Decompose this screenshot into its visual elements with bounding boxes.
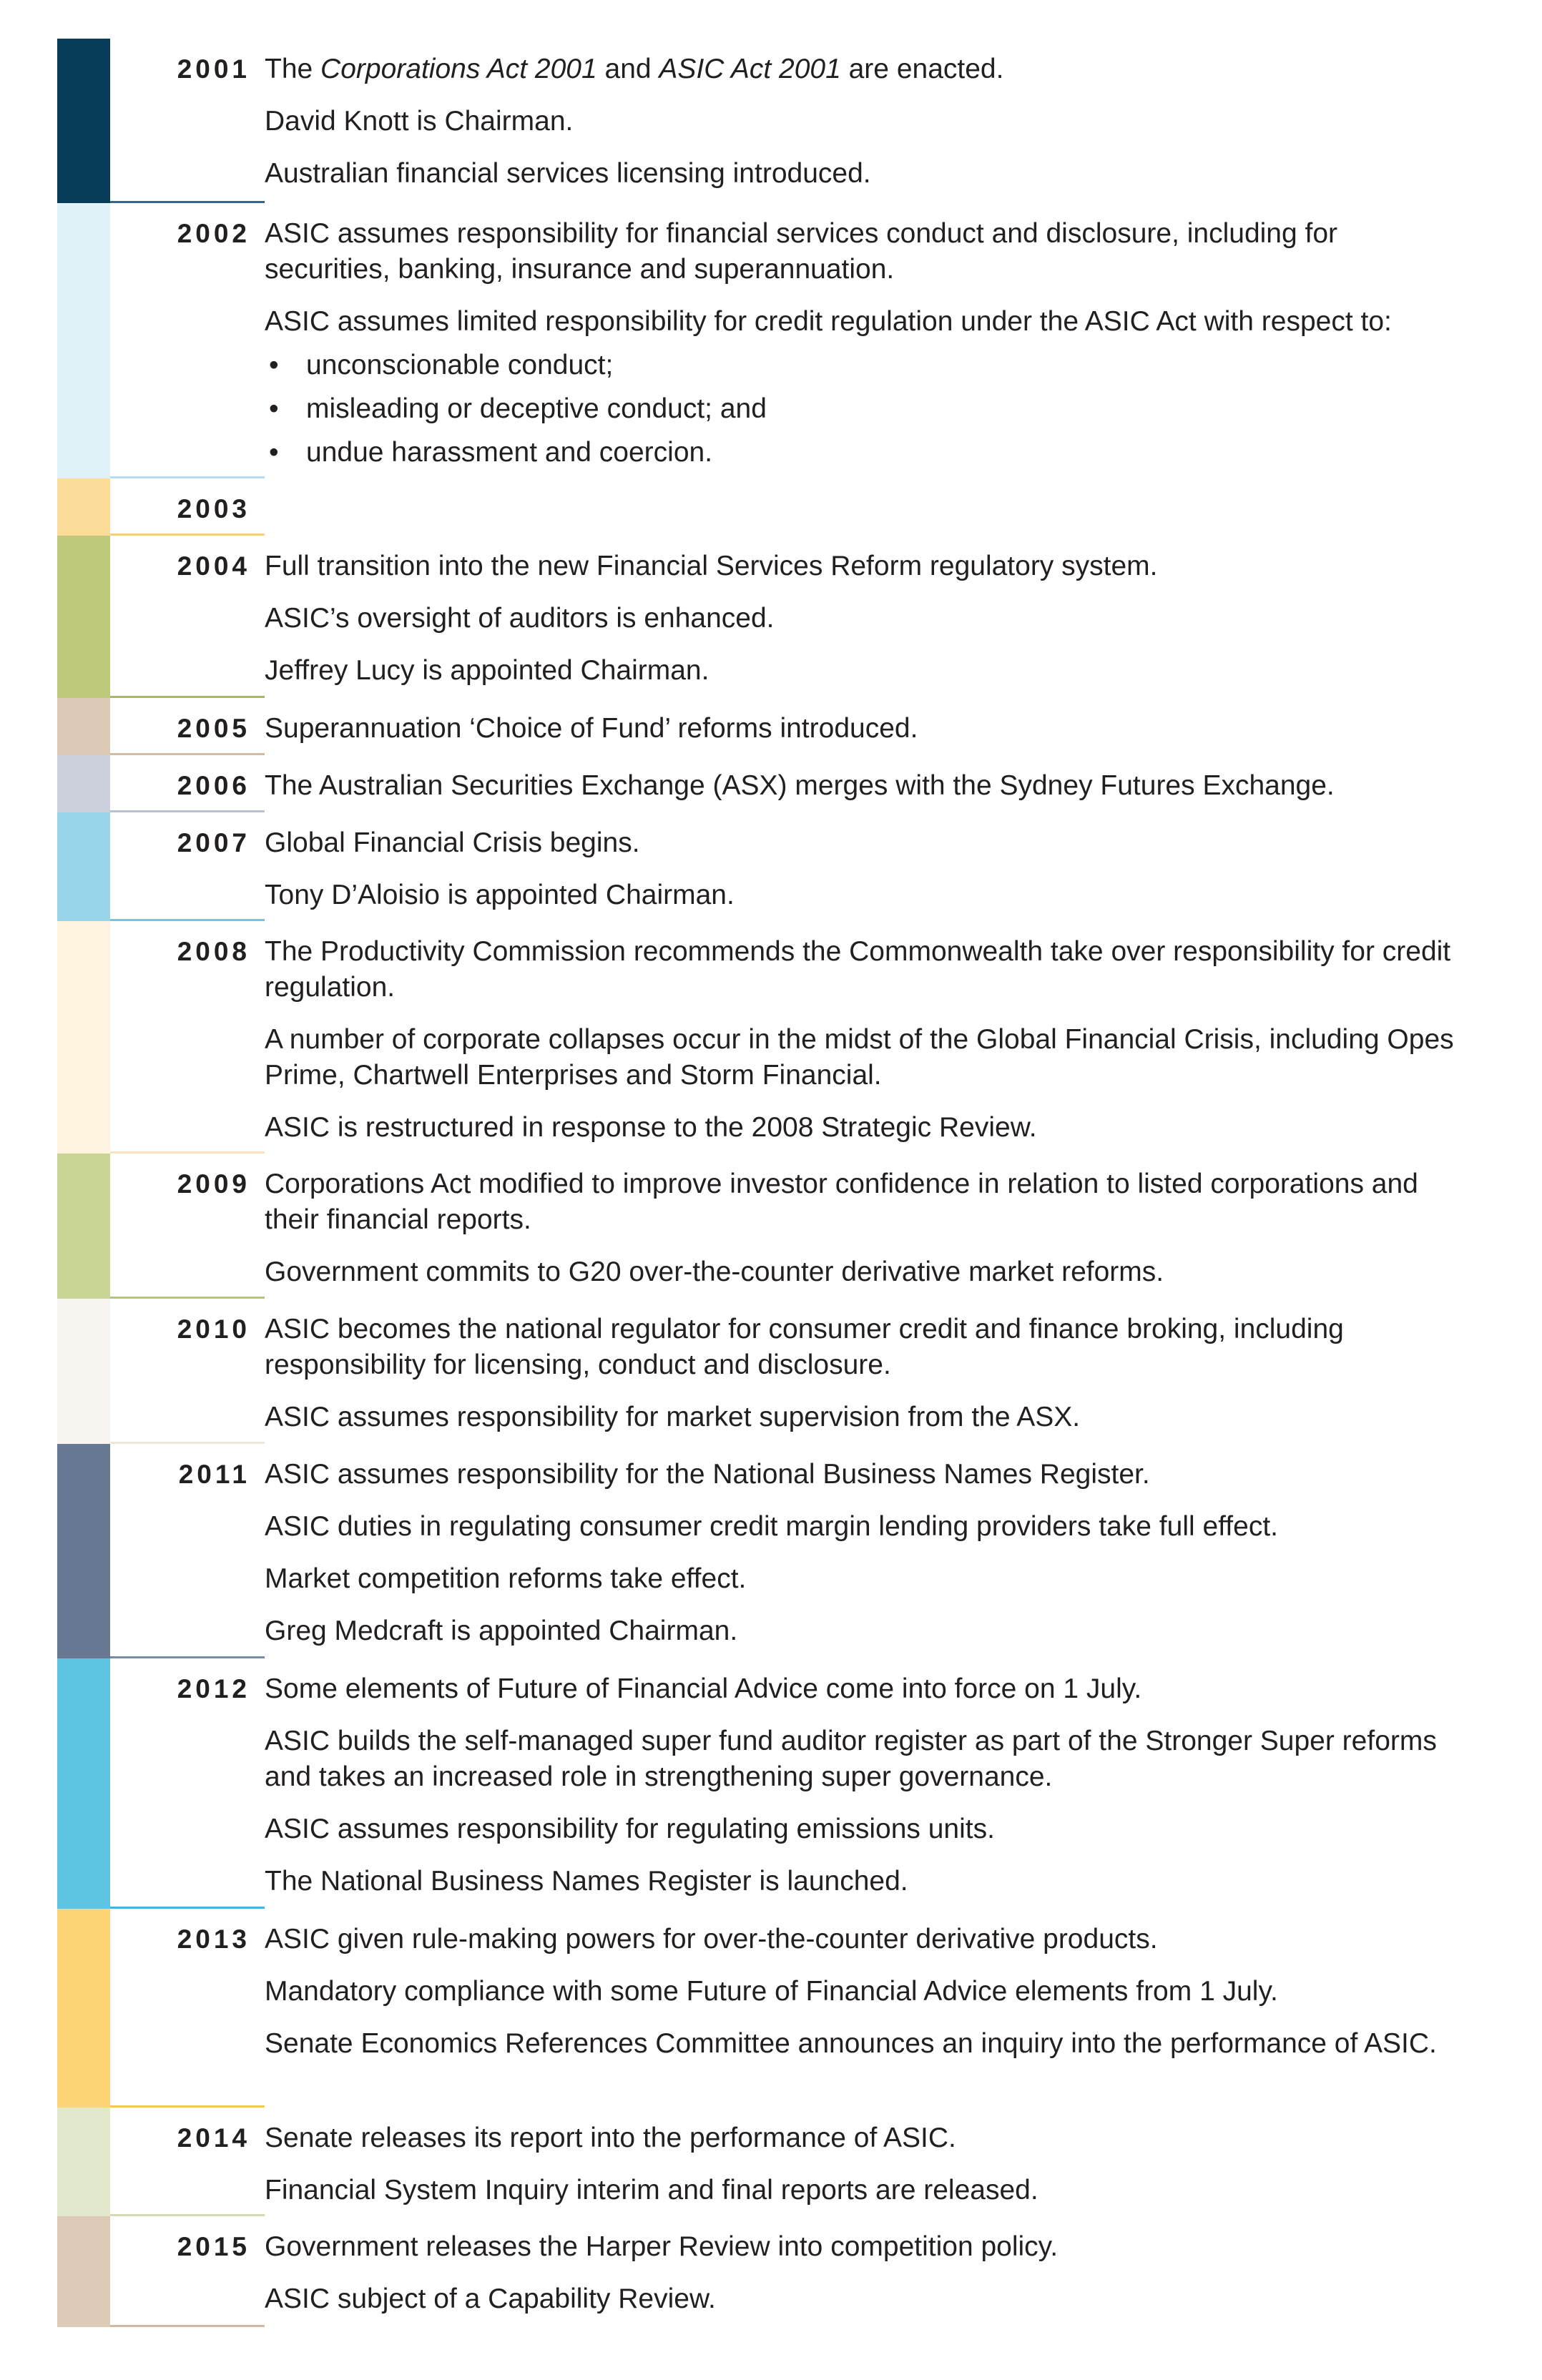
- year-label: 2014: [177, 2123, 250, 2153]
- year-cell: [110, 39, 265, 203]
- event-text: The National Business Names Register is launched.: [265, 1866, 908, 1897]
- event-text: ASIC builds the self-managed super fund auditor register as part of the Stronger Super reforms and takes an increased role in strengthening super governance.: [265, 1726, 1437, 1792]
- year-label: 2002: [177, 219, 250, 248]
- event-text: ASIC subject of a Capability Review.: [265, 2283, 716, 2314]
- event-list: [265, 1658, 1459, 1909]
- event-text: ASIC assumes responsibility for the National Business Names Register.: [265, 1459, 1150, 1490]
- year-cell: [110, 921, 265, 1154]
- act-title: Corporations Act 2001: [320, 54, 597, 84]
- year-label: 2005: [177, 714, 250, 743]
- event-text: Market competition reforms take effect.: [265, 1563, 747, 1594]
- event-text: Government commits to G20 over-the-counter derivative market reforms.: [265, 1257, 1164, 1287]
- year-cell: [110, 698, 265, 755]
- year-cell: [110, 2108, 265, 2216]
- event-text: A number of corporate collapses occur in the midst of the Global Financial Crisis, including Opes Prime, Chartwell Enterprises and Storm Financial.: [265, 1024, 1454, 1091]
- timeline-row-2006: [57, 755, 1459, 812]
- event-text: Global Financial Crisis begins.: [265, 827, 640, 858]
- event-list: [265, 698, 1459, 755]
- event-list: [265, 536, 1459, 698]
- bullet-list: [265, 348, 1459, 471]
- year-color-bar: [57, 1299, 110, 1444]
- event-text: Greg Medcraft is appointed Chairman.: [265, 1616, 738, 1646]
- year-color-bar: [57, 921, 110, 1154]
- timeline-row-2009: [57, 1154, 1459, 1299]
- event-text: Government releases the Harper Review into competition policy.: [265, 2231, 1059, 2262]
- year-cell: [110, 812, 265, 921]
- year-label: 2011: [178, 1460, 250, 1489]
- event-list: [265, 921, 1459, 1154]
- timeline: [57, 39, 1459, 2327]
- year-label: 2007: [177, 828, 250, 857]
- timeline-row-2004: [57, 536, 1459, 698]
- year-label: 2013: [177, 1924, 250, 1954]
- timeline-row-2010: [57, 1299, 1459, 1444]
- year-cell: [110, 536, 265, 698]
- timeline-row-2012: [57, 1658, 1459, 1909]
- year-cell: [110, 478, 265, 536]
- year-cell: [110, 2216, 265, 2327]
- year-label: 2010: [177, 1314, 250, 1344]
- timeline-row-2005: [57, 698, 1459, 755]
- event-list: [265, 812, 1459, 921]
- event-text: ASIC given rule-making powers for over-the-counter derivative products.: [265, 1924, 1158, 1954]
- year-color-bar: [57, 2216, 110, 2327]
- event-text: Jeffrey Lucy is appointed Chairman.: [265, 655, 709, 686]
- timeline-row-2013: [57, 1909, 1459, 2108]
- timeline-row-2002: [57, 203, 1459, 478]
- event-list: [265, 1154, 1459, 1299]
- event-text: ASIC’s oversight of auditors is enhanced.: [265, 603, 775, 634]
- event-list: [265, 755, 1459, 812]
- event-text: ASIC assumes responsibility for regulating emissions units.: [265, 1814, 995, 1844]
- event-text-part: and: [596, 54, 659, 84]
- year-label: 2001: [177, 54, 250, 84]
- event-text: Financial System Inquiry interim and final reports are released.: [265, 2175, 1038, 2206]
- year-color-bar: [57, 39, 110, 203]
- timeline-row-2008: [57, 921, 1459, 1154]
- year-cell: [110, 1658, 265, 1909]
- year-color-bar: [57, 536, 110, 698]
- event-text-part: are enacted.: [840, 54, 1004, 84]
- event-text: ASIC is restructured in response to the 2008 Strategic Review.: [265, 1112, 1037, 1143]
- year-label: 2004: [177, 551, 250, 581]
- year-cell: [110, 755, 265, 812]
- event-text: Senate Economics References Committee announces an inquiry into the performance of ASIC.: [265, 2028, 1437, 2059]
- year-cell: [110, 1909, 265, 2108]
- act-title: ASIC Act 2001: [659, 54, 841, 84]
- year-color-bar: [57, 812, 110, 921]
- event-list: [265, 39, 1459, 203]
- year-color-bar: [57, 1658, 110, 1909]
- year-cell: [110, 1154, 265, 1299]
- year-label: 2003: [177, 494, 250, 523]
- year-cell: [110, 1444, 265, 1658]
- event-text-part: The: [265, 54, 321, 84]
- event-text: ASIC becomes the national regulator for consumer credit and finance broking, including responsibility for licensing, conduct and disclosure.: [265, 1314, 1344, 1380]
- event-text: Senate releases its report into the performance of ASIC.: [265, 2123, 956, 2153]
- event-text: The Productivity Commission recommends the Commonwealth take over responsibility for credit regulation.: [265, 936, 1451, 1003]
- year-color-bar: [57, 203, 110, 478]
- bullet-item: • unconscionable conduct;: [265, 348, 1459, 383]
- year-color-bar: [57, 755, 110, 812]
- event-text: David Knott is Chairman.: [265, 106, 574, 137]
- event-list: [265, 2216, 1459, 2327]
- event-text: The Australian Securities Exchange (ASX) merges with the Sydney Futures Exchange.: [265, 770, 1335, 801]
- event-text: Mandatory compliance with some Future of Financial Advice elements from 1 July.: [265, 1976, 1278, 2007]
- event-text: ASIC assumes responsibility for financial services conduct and disclosure, including for securities, banking, insurance and superannuation.: [265, 218, 1338, 285]
- year-label: 2009: [177, 1169, 250, 1199]
- event-text: Some elements of Future of Financial Advice come into force on 1 July.: [265, 1673, 1142, 1704]
- year-color-bar: [57, 1909, 110, 2108]
- event-text: ASIC assumes responsibility for market supervision from the ASX.: [265, 1402, 1081, 1432]
- event-text: Full transition into the new Financial Services Reform regulatory system.: [265, 551, 1158, 581]
- event-list: [265, 478, 1459, 536]
- year-cell: [110, 203, 265, 478]
- timeline-row-2007: [57, 812, 1459, 921]
- event-list: [265, 1444, 1459, 1658]
- year-color-bar: [57, 1444, 110, 1658]
- event-text: Tony D’Aloisio is appointed Chairman.: [265, 880, 735, 910]
- event-text: Corporations Act modified to improve investor confidence in relation to listed corporations and their financial reports.: [265, 1169, 1418, 1235]
- event-text: ASIC assumes limited responsibility for credit regulation under the ASIC Act with respect to:: [265, 306, 1392, 337]
- bullet-item: • undue harassment and coercion.: [265, 435, 1459, 471]
- event-text: ASIC duties in regulating consumer credit margin lending providers take full effect.: [265, 1511, 1279, 1542]
- timeline-row-2014: [57, 2108, 1459, 2216]
- year-color-bar: [57, 478, 110, 536]
- bullet-item: • misleading or deceptive conduct; and: [265, 391, 1459, 427]
- year-color-bar: [57, 2108, 110, 2216]
- timeline-row-2015: [57, 2216, 1459, 2327]
- event-text: Superannuation ‘Choice of Fund’ reforms introduced.: [265, 713, 918, 744]
- year-label: 2006: [177, 771, 250, 800]
- year-label: 2008: [177, 937, 250, 966]
- timeline-row-2011: [57, 1444, 1459, 1658]
- event-list: [265, 203, 1459, 478]
- year-color-bar: [57, 1154, 110, 1299]
- event-list: [265, 1299, 1459, 1444]
- event-text: [265, 51, 1459, 87]
- event-list: [265, 1909, 1459, 2108]
- year-label: 2012: [177, 1674, 250, 1703]
- timeline-row-2003: [57, 478, 1459, 536]
- year-cell: [110, 1299, 265, 1444]
- timeline-row-2001: [57, 39, 1459, 203]
- year-label: 2015: [177, 2232, 250, 2261]
- event-list: [265, 2108, 1459, 2216]
- year-color-bar: [57, 698, 110, 755]
- event-text: Australian financial services licensing introduced.: [265, 158, 871, 189]
